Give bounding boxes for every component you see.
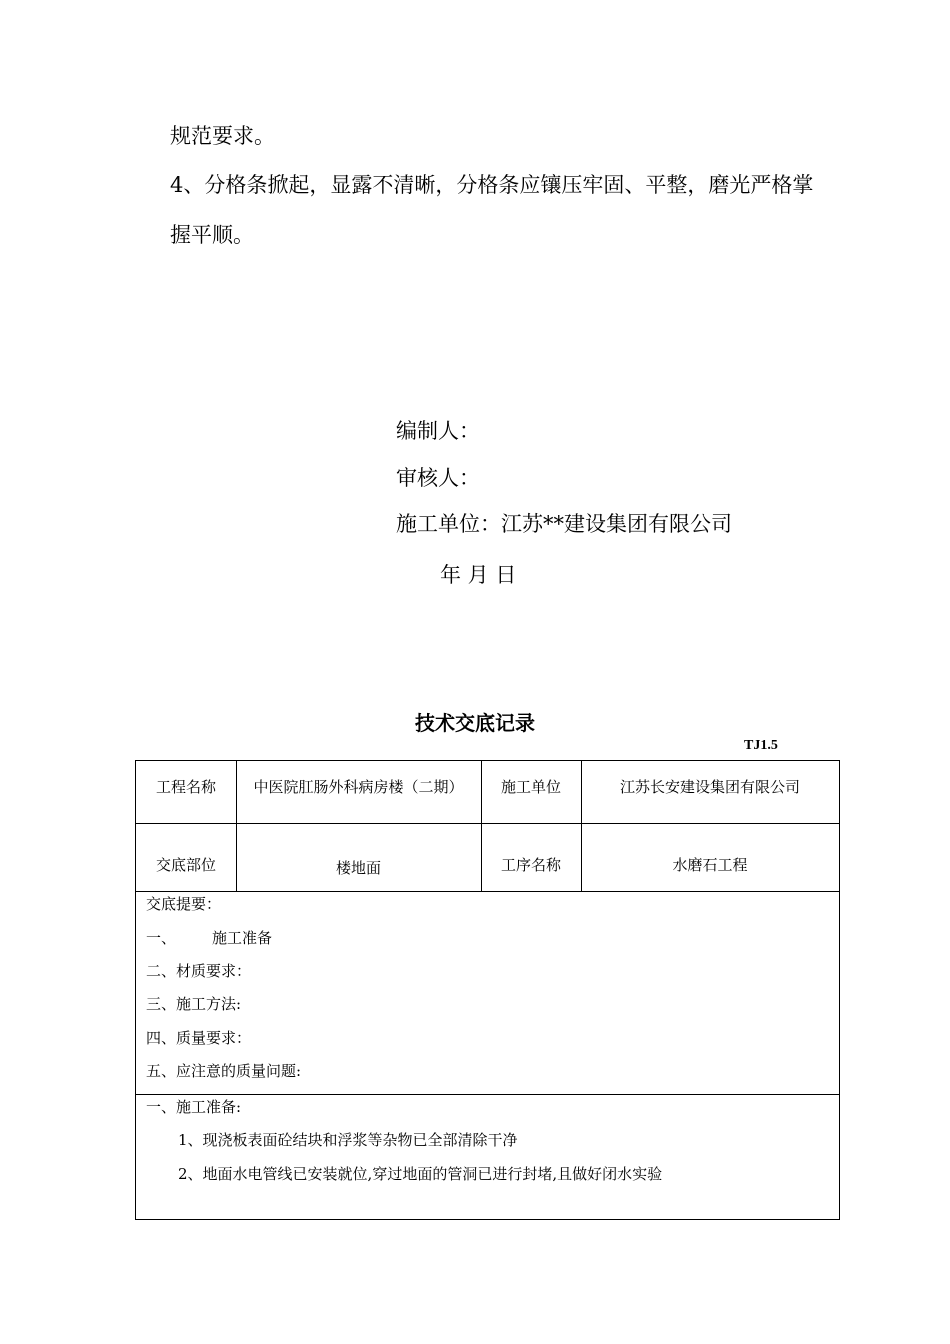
process-label: 工序名称 <box>500 856 561 874</box>
summary-item-2: 二、材质要求： <box>146 962 252 980</box>
process-value: 水磨石工程 <box>672 856 748 874</box>
construction-unit-signature: 施工单位：江苏**建设集团有限公司 <box>396 512 732 536</box>
summary-item-1-number: 一、 <box>146 929 177 947</box>
project-name-value: 中医院肛肠外科病房楼（二期） <box>253 778 464 796</box>
summary-item-5: 五、应注意的质量问题: <box>146 1062 302 1080</box>
summary-heading: 交底提要： <box>146 895 222 913</box>
row-divider-3 <box>136 1094 839 1095</box>
location-value: 楼地面 <box>335 859 381 877</box>
details-line-1: 1、现浇板表面砼结块和浮浆等杂物已全部清除干净 <box>178 1131 518 1149</box>
row-divider-2 <box>136 891 839 892</box>
summary-item-4: 四、质量要求： <box>146 1029 252 1047</box>
compiler-label: 编制人： <box>396 419 480 443</box>
date-line: 年 月 日 <box>440 563 517 587</box>
continuation-line-1: 规范要求。 <box>170 124 275 148</box>
record-title: 技术交底记录 <box>415 711 535 735</box>
location-label: 交底部位 <box>155 856 216 874</box>
record-table <box>135 760 840 1220</box>
summary-item-1-text: 施工准备 <box>212 929 273 947</box>
form-code: TJ1.5 <box>744 738 778 753</box>
details-line-2: 2、地面水电管线已安装就位,穿过地面的管洞已进行封堵,且做好闭水实验 <box>178 1165 663 1183</box>
project-name-label: 工程名称 <box>155 778 216 796</box>
continuation-line-3: 握平顺。 <box>170 223 254 247</box>
reviewer-label: 审核人： <box>396 466 480 490</box>
summary-item-3: 三、施工方法: <box>146 995 242 1013</box>
construction-unit-label: 施工单位 <box>500 778 561 796</box>
continuation-line-2: 4、分格条掀起，显露不清晰，分格条应镶压牢固、平整，磨光严格掌 <box>170 173 814 197</box>
details-heading: 一、施工准备: <box>146 1098 242 1116</box>
construction-unit-value: 江苏长安建设集团有限公司 <box>619 778 800 796</box>
row-divider-1 <box>136 823 839 824</box>
